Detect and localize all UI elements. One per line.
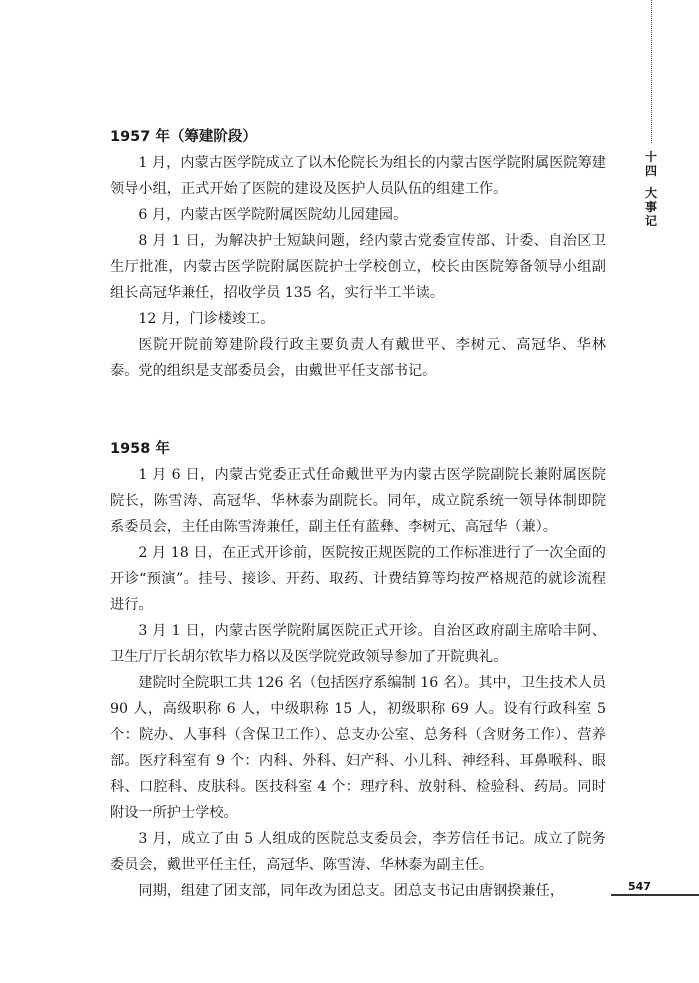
paragraph: 3 月，成立了由 5 人组成的医院总支委员会，李芳信任书记。成立了院务委员会，戴世平任主任，高冠华、陈雪涛、华林泰为副主任。	[110, 831, 606, 873]
paragraph: 1 月，内蒙古医学院成立了以木伦院长为组长的内蒙古医学院附属医院筹建领导小组，正式开始了医院的建设及医护人员队伍的组建工作。	[110, 155, 606, 197]
chapter-side-tab	[643, 150, 659, 228]
section-1958	[110, 436, 606, 904]
margin-dotted-rule	[651, 0, 652, 143]
paragraph: 12 月，门诊楼竣工。	[138, 311, 275, 327]
page-body	[110, 124, 606, 904]
paragraph: 1 月 6 日，内蒙古党委正式任命戴世平为内蒙古医学院副院长兼附属医院院长，陈雪涛、高冠华、华林泰为副院长。同年，成立院系统一领导体制即院系委员会，主任由陈雪涛兼任，副主任有蓝彝、李树元、高冠华（兼）。	[110, 467, 606, 535]
chapter-title: 大事记	[644, 186, 657, 228]
page-number-rule	[611, 894, 699, 896]
paragraph: 同期，组建了团支部，同年改为团总支。团总支书记由唐钢揆兼任，	[138, 883, 565, 899]
section-heading: 1957 年（筹建阶段）	[110, 129, 257, 145]
section-heading: 1958 年	[110, 441, 170, 457]
paragraph: 建院时全院职工共 126 名（包括医疗系编制 16 名）。其中，卫生技术人员 90 人，高级职称 6 人，中级职称 15 人，初级职称 69 人。设有行政科室 5 个：院办、人事科（含保卫工作）、总支办公室、总务科（含财务工作）、营养部。医疗科室有 9 个：内科、外科、妇产科、小儿科、神经科、耳鼻喉科、眼科、口腔科、皮肤科。医技科室 4 个：理疗科、放射科、检验科、药局。同时附设一所护士学校。	[110, 675, 606, 821]
chapter-number: 十四	[644, 150, 657, 178]
page-number: 547	[628, 880, 651, 893]
paragraph: 6 月，内蒙古医学院附属医院幼儿园建园。	[138, 207, 408, 223]
paragraph: 3 月 1 日，内蒙古医学院附属医院正式开诊。自治区政府副主席哈丰阿、卫生厅厅长胡尔钦毕力格以及医学院党政领导参加了开院典礼。	[110, 623, 606, 665]
paragraph: 医院开院前筹建阶段行政主要负责人有戴世平、李树元、高冠华、华林泰。党的组织是支部委员会，由戴世平任支部书记。	[110, 337, 606, 379]
page-number-block	[611, 879, 699, 895]
paragraph: 2 月 18 日，在正式开诊前，医院按正规医院的工作标准进行了一次全面的开诊“预演”。挂号、接诊、开药、取药、计费结算等均按严格规范的就诊流程进行。	[110, 545, 606, 613]
paragraph: 8 月 1 日，为解决护士短缺问题，经内蒙古党委宣传部、计委、自治区卫生厅批准，内蒙古医学院附属医院护士学校创立，校长由医院筹备领导小组副组长高冠华兼任，招收学员 135 名，实行半工半读。	[110, 233, 606, 301]
section-1957	[110, 124, 606, 384]
